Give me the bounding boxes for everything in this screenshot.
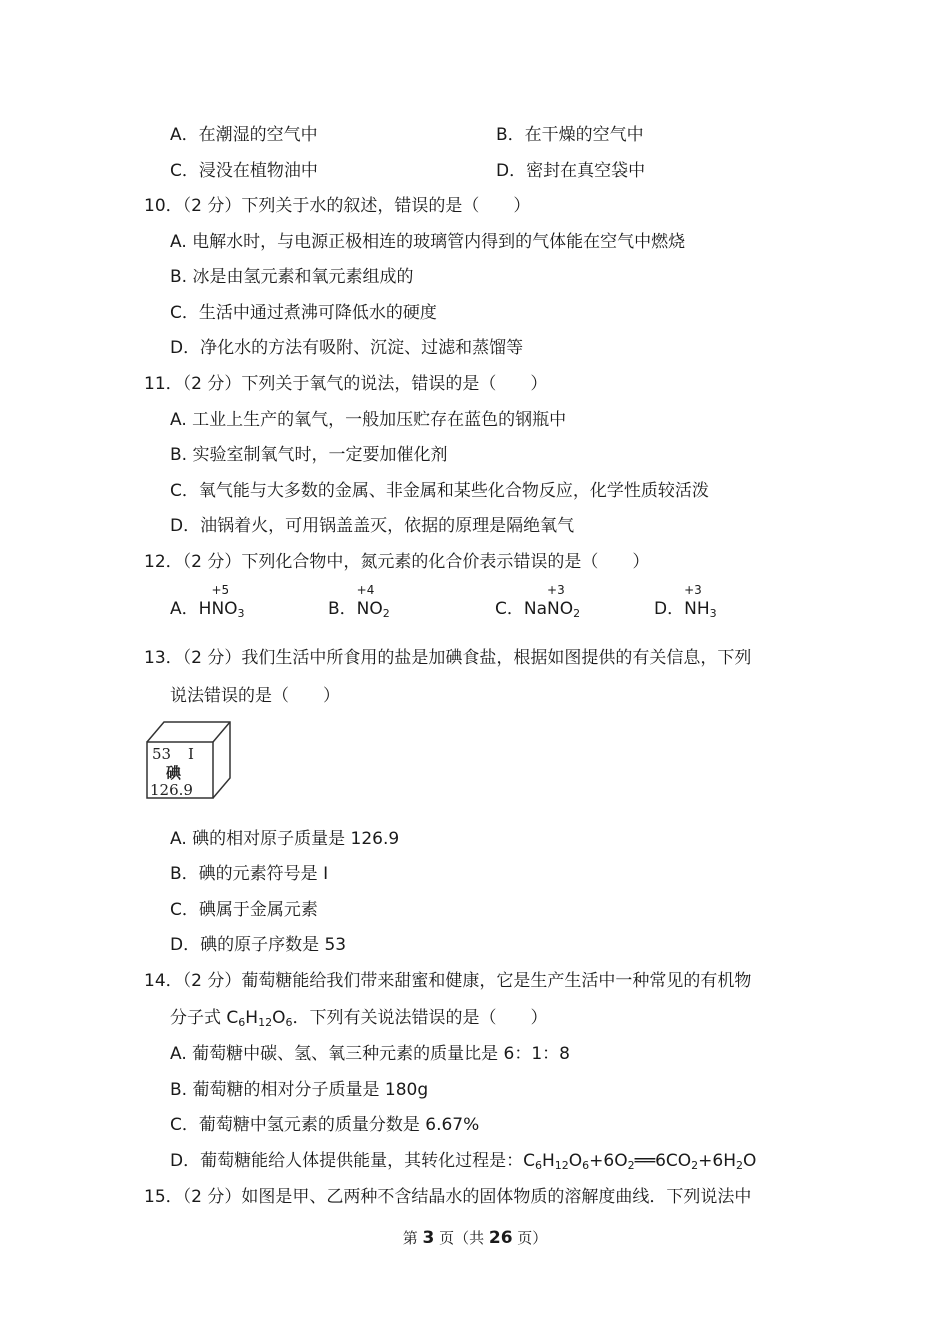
atomic-number: 53 xyxy=(152,745,172,763)
reactant: +6O xyxy=(589,1151,628,1171)
product: 6CO xyxy=(655,1151,692,1171)
option-text: D．葡萄糖能给人体提供能量，其转化过程是： xyxy=(170,1151,524,1171)
element: N xyxy=(356,599,370,619)
subscript: 12 xyxy=(258,1016,273,1029)
q10-option-b: B. 冰是由氢元素和氧元素组成的 xyxy=(170,267,414,287)
nitrogen-with-valence xyxy=(684,583,702,620)
q12-option-a-label: A． xyxy=(170,599,199,619)
element-name: 碘 xyxy=(166,764,182,782)
stem-text: ．下列有关说法错误的是（ ） xyxy=(292,1008,548,1028)
q9-option-a: A．在潮湿的空气中 xyxy=(170,125,318,145)
page-number: 3 xyxy=(422,1228,435,1248)
q12-stem: 12．（2 分）下列化合物中，氮元素的化合价表示错误的是（ ） xyxy=(144,552,650,572)
q14-option-d xyxy=(170,1150,756,1177)
footer-text: 页） xyxy=(512,1229,548,1247)
formula-suffix: O xyxy=(559,599,574,619)
q10-option-a: A. 电解水时，与电源正极相连的玻璃管内得到的气体能在空气中燃烧 xyxy=(170,232,686,252)
q15-stem: 15．（2 分）如图是甲、乙两种不含结晶水的固体物质的溶解度曲线．下列说法中 xyxy=(144,1187,752,1207)
element: N xyxy=(684,599,697,619)
q10-option-c: C．生活中通过煮沸可降低水的硬度 xyxy=(170,303,437,323)
q14-stem-line2 xyxy=(170,1007,547,1034)
element-symbol: I xyxy=(188,745,194,763)
q12-option-d-label: D． xyxy=(654,599,685,619)
subscript: 12 xyxy=(554,1159,569,1172)
page-footer xyxy=(0,1228,950,1248)
subscript: 3 xyxy=(709,607,717,620)
subscript: 2 xyxy=(627,1159,635,1172)
stem-text: 分子式 C xyxy=(170,1008,239,1028)
total-pages: 26 xyxy=(488,1228,513,1248)
iodine-element-card xyxy=(140,718,236,802)
element: C xyxy=(523,1151,535,1171)
q13-stem-line1: 13．（2 分）我们生活中所食用的盐是加碘食盐，根据如图提供的有关信息，下列 xyxy=(144,648,752,668)
q11-option-a: A. 工业上生产的氧气，一般加压贮存在蓝色的钢瓶中 xyxy=(170,410,567,430)
q13-stem-line2: 说法错误的是（ ） xyxy=(170,686,340,706)
element: H xyxy=(245,1008,259,1028)
subscript: 2 xyxy=(736,1159,744,1172)
product: +6H xyxy=(698,1151,737,1171)
q13-option-c: C．碘属于金属元素 xyxy=(170,900,318,920)
q13-option-a: A. 碘的相对原子质量是 126.9 xyxy=(170,829,400,849)
q12-option-b-label: B． xyxy=(328,599,357,619)
q12-option-c xyxy=(495,583,581,625)
element: O xyxy=(743,1151,757,1171)
element: N xyxy=(211,599,225,619)
q12-option-a xyxy=(170,583,245,625)
formula-suffix: O xyxy=(369,599,383,619)
equation-arrow: ══ xyxy=(634,1151,656,1171)
subscript: 6 xyxy=(534,1159,542,1172)
formula-suffix: O xyxy=(224,599,238,619)
q14-option-b: B. 葡萄糖的相对分子质量是 180g xyxy=(170,1080,429,1100)
subscript: 2 xyxy=(573,607,581,620)
nitrogen-with-valence xyxy=(211,583,230,620)
subscript: 2 xyxy=(382,607,390,620)
footer-text: 页（共 xyxy=(434,1229,489,1247)
q12-option-c-label: C． xyxy=(495,599,524,619)
subscript: 2 xyxy=(691,1159,699,1172)
element: O xyxy=(568,1151,583,1171)
nitrogen-with-valence xyxy=(356,583,375,620)
q12-option-b xyxy=(328,583,390,625)
subscript: 3 xyxy=(237,607,245,620)
q9-option-b: B．在干燥的空气中 xyxy=(496,125,644,145)
nitrogen-with-valence xyxy=(547,583,565,620)
q11-option-b: B. 实验室制氧气时，一定要加催化剂 xyxy=(170,445,448,465)
q12-option-d xyxy=(654,583,717,625)
q9-option-c: C．浸没在植物油中 xyxy=(170,161,318,181)
valence: +5 xyxy=(211,583,230,597)
element: O xyxy=(272,1008,286,1028)
valence: +3 xyxy=(684,583,702,597)
element: N xyxy=(547,599,560,619)
q11-stem: 11．（2 分）下列关于氧气的说法，错误的是（ ） xyxy=(144,374,548,394)
valence: +4 xyxy=(356,583,375,597)
q10-option-d: D．净化水的方法有吸附、沉淀、过滤和蒸馏等 xyxy=(170,338,524,358)
subscript: 6 xyxy=(582,1159,590,1172)
subscript: 6 xyxy=(238,1016,246,1029)
subscript: 6 xyxy=(285,1016,293,1029)
q10-stem: 10．（2 分）下列关于水的叙述，错误的是（ ） xyxy=(144,196,531,216)
q13-option-d: D．碘的原子序数是 53 xyxy=(170,935,347,955)
footer-text: 第 xyxy=(402,1229,423,1247)
formula-prefix: Na xyxy=(523,599,548,619)
q13-option-b: B．碘的元素符号是 I xyxy=(170,864,329,884)
element: H xyxy=(541,1151,555,1171)
formula-prefix: H xyxy=(198,599,212,619)
atomic-mass: 126.9 xyxy=(150,781,193,799)
formula-suffix: H xyxy=(696,599,710,619)
q11-option-c: C．氧气能与大多数的金属、非金属和某些化合物反应，化学性质较活泼 xyxy=(170,481,709,501)
q14-option-c: C．葡萄糖中氢元素的质量分数是 6.67% xyxy=(170,1115,480,1135)
q11-option-d: D．油锅着火，可用锅盖盖灭，依据的原理是隔绝氧气 xyxy=(170,516,575,536)
q14-stem-line1: 14．（2 分）葡萄糖能给我们带来甜蜜和健康，它是生产生活中一种常见的有机物 xyxy=(144,971,752,991)
q14-option-a: A. 葡萄糖中碳、氢、氧三种元素的质量比是 6：1：8 xyxy=(170,1044,570,1064)
q9-option-d: D．密封在真空袋中 xyxy=(496,161,646,181)
valence: +3 xyxy=(547,583,565,597)
